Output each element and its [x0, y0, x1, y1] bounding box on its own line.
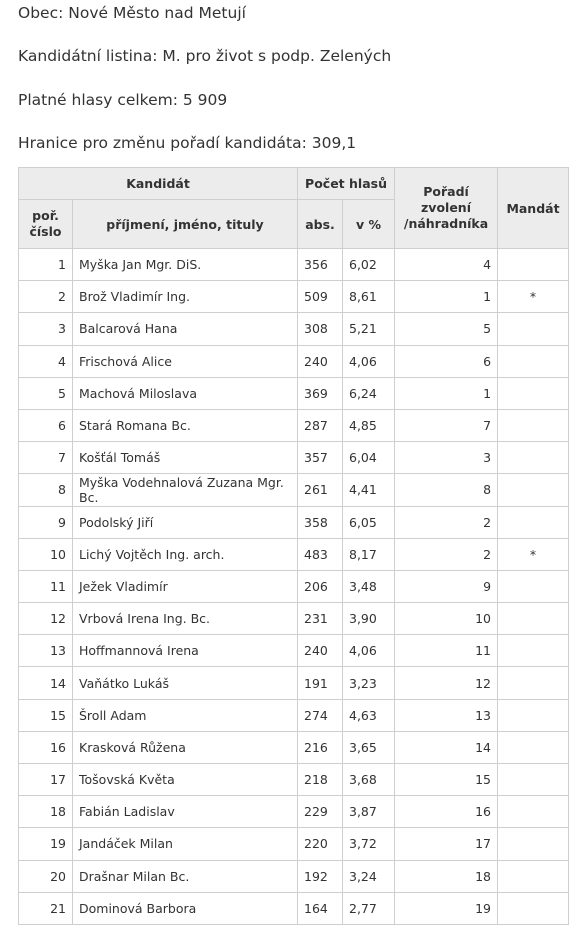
cell-mandat	[498, 796, 569, 828]
cell-mandat	[498, 345, 569, 377]
cell-procenta: 6,05	[343, 506, 395, 538]
table-row	[19, 764, 569, 796]
cell-mandat	[498, 892, 569, 924]
cell-poradi: 2	[395, 538, 498, 570]
table-row	[19, 538, 569, 570]
header-abs: abs.	[298, 200, 343, 249]
cell-cislo: 19	[19, 828, 73, 860]
cell-mandat	[498, 860, 569, 892]
cell-abs: 192	[298, 860, 343, 892]
table-row	[19, 345, 569, 377]
cell-poradi: 12	[395, 667, 498, 699]
cell-jmeno: Podolský Jiří	[73, 506, 298, 538]
table-row	[19, 570, 569, 602]
table-row	[19, 474, 569, 506]
cell-cislo: 1	[19, 249, 73, 281]
cell-poradi: 19	[395, 892, 498, 924]
cell-jmeno: Lichý Vojtěch Ing. arch.	[73, 538, 298, 570]
table-row	[19, 731, 569, 763]
cell-cislo: 7	[19, 442, 73, 474]
cell-poradi: 2	[395, 506, 498, 538]
cell-jmeno: Ježek Vladimír	[73, 570, 298, 602]
cell-jmeno: Myška Jan Mgr. DiS.	[73, 249, 298, 281]
cell-cislo: 8	[19, 474, 73, 506]
cell-poradi: 3	[395, 442, 498, 474]
table-row	[19, 892, 569, 924]
cell-abs: 358	[298, 506, 343, 538]
municipality-line: Obec: Nové Město nad Metují	[18, 4, 246, 22]
cell-jmeno: Krasková Růžena	[73, 731, 298, 763]
header-mandat: Mandát	[498, 168, 569, 249]
cell-cislo: 13	[19, 635, 73, 667]
cell-abs: 206	[298, 570, 343, 602]
cell-poradi: 6	[395, 345, 498, 377]
cell-jmeno: Fabián Ladislav	[73, 796, 298, 828]
table-row	[19, 635, 569, 667]
cell-mandat	[498, 699, 569, 731]
cell-procenta: 8,61	[343, 281, 395, 313]
cell-cislo: 6	[19, 409, 73, 441]
table-row	[19, 313, 569, 345]
cell-cislo: 20	[19, 860, 73, 892]
cell-abs: 369	[298, 377, 343, 409]
cell-cislo: 17	[19, 764, 73, 796]
cell-abs: 216	[298, 731, 343, 763]
cell-procenta: 4,41	[343, 474, 395, 506]
cell-procenta: 3,68	[343, 764, 395, 796]
cell-jmeno: Frischová Alice	[73, 345, 298, 377]
cell-abs: 274	[298, 699, 343, 731]
cell-abs: 356	[298, 249, 343, 281]
cell-abs: 483	[298, 538, 343, 570]
cell-jmeno: Vrbová Irena Ing. Bc.	[73, 603, 298, 635]
cell-jmeno: Drašnar Milan Bc.	[73, 860, 298, 892]
cell-abs: 240	[298, 345, 343, 377]
cell-jmeno: Balcarová Hana	[73, 313, 298, 345]
cell-cislo: 2	[19, 281, 73, 313]
cell-cislo: 14	[19, 667, 73, 699]
table-row	[19, 603, 569, 635]
cell-mandat	[498, 506, 569, 538]
cell-procenta: 6,24	[343, 377, 395, 409]
cell-jmeno: Hoffmannová Irena	[73, 635, 298, 667]
cell-procenta: 2,77	[343, 892, 395, 924]
cell-poradi: 8	[395, 474, 498, 506]
table-row	[19, 506, 569, 538]
cell-poradi: 4	[395, 249, 498, 281]
cell-procenta: 6,02	[343, 249, 395, 281]
table-row	[19, 796, 569, 828]
cell-poradi: 18	[395, 860, 498, 892]
cell-mandat: *	[498, 281, 569, 313]
table-row	[19, 281, 569, 313]
cell-cislo: 5	[19, 377, 73, 409]
cell-poradi: 11	[395, 635, 498, 667]
cell-procenta: 3,90	[343, 603, 395, 635]
table-row	[19, 249, 569, 281]
cell-abs: 164	[298, 892, 343, 924]
cell-abs: 261	[298, 474, 343, 506]
header-kandidat: Kandidát	[19, 168, 298, 200]
cell-abs: 240	[298, 635, 343, 667]
cell-cislo: 18	[19, 796, 73, 828]
cell-jmeno: Vaňátko Lukáš	[73, 667, 298, 699]
cell-mandat	[498, 442, 569, 474]
header-poradi-line3: /náhradníka	[403, 216, 489, 231]
cell-poradi: 5	[395, 313, 498, 345]
cell-abs: 287	[298, 409, 343, 441]
header-prijmeni: příjmení, jméno, tituly	[73, 200, 298, 249]
cell-procenta: 5,21	[343, 313, 395, 345]
cell-procenta: 4,85	[343, 409, 395, 441]
header-poradi-line2: zvolení	[421, 200, 471, 215]
cell-abs: 231	[298, 603, 343, 635]
cell-abs: 218	[298, 764, 343, 796]
cell-cislo: 9	[19, 506, 73, 538]
cell-jmeno: Tošovská Květa	[73, 764, 298, 796]
header-poradi-line1: Pořadí	[423, 184, 469, 199]
cell-mandat	[498, 474, 569, 506]
cell-poradi: 13	[395, 699, 498, 731]
cell-jmeno: Machová Miloslava	[73, 377, 298, 409]
cell-poradi: 10	[395, 603, 498, 635]
cell-jmeno: Dominová Barbora	[73, 892, 298, 924]
cell-jmeno: Jandáček Milan	[73, 828, 298, 860]
cell-mandat	[498, 731, 569, 763]
table-header-row	[19, 168, 569, 200]
candidate-list-line: Kandidátní listina: M. pro život s podp. Zelených	[18, 47, 392, 65]
cell-procenta: 8,17	[343, 538, 395, 570]
cell-procenta: 3,24	[343, 860, 395, 892]
candidates-table	[18, 167, 569, 925]
header-v-procentech: v %	[343, 200, 395, 249]
valid-votes-line: Platné hlasy celkem: 5 909	[18, 91, 228, 109]
cell-procenta: 3,23	[343, 667, 395, 699]
threshold-line: Hranice pro změnu pořadí kandidáta: 309,1	[18, 134, 357, 152]
cell-abs: 308	[298, 313, 343, 345]
cell-mandat	[498, 249, 569, 281]
cell-procenta: 4,06	[343, 635, 395, 667]
cell-jmeno: Myška Vodehnalová Zuzana Mgr. Bc.	[73, 474, 298, 506]
cell-cislo: 21	[19, 892, 73, 924]
cell-poradi: 14	[395, 731, 498, 763]
cell-poradi: 15	[395, 764, 498, 796]
table-body	[19, 249, 569, 925]
cell-cislo: 3	[19, 313, 73, 345]
cell-mandat	[498, 764, 569, 796]
cell-jmeno: Stará Romana Bc.	[73, 409, 298, 441]
cell-poradi: 16	[395, 796, 498, 828]
table-row	[19, 442, 569, 474]
cell-poradi: 7	[395, 409, 498, 441]
cell-procenta: 6,04	[343, 442, 395, 474]
table-row	[19, 828, 569, 860]
header-pocet-hlasu: Počet hlasů	[298, 168, 395, 200]
cell-jmeno: Brož Vladimír Ing.	[73, 281, 298, 313]
cell-jmeno: Šroll Adam	[73, 699, 298, 731]
cell-procenta: 3,65	[343, 731, 395, 763]
cell-mandat	[498, 377, 569, 409]
cell-abs: 220	[298, 828, 343, 860]
table-row	[19, 860, 569, 892]
header-poradove-cislo	[19, 200, 73, 249]
cell-mandat	[498, 570, 569, 602]
header-por-line2: číslo	[29, 224, 62, 239]
cell-procenta: 4,06	[343, 345, 395, 377]
cell-mandat	[498, 313, 569, 345]
cell-jmeno: Košťál Tomáš	[73, 442, 298, 474]
cell-abs: 357	[298, 442, 343, 474]
cell-procenta: 3,72	[343, 828, 395, 860]
cell-poradi: 1	[395, 281, 498, 313]
header-poradi	[395, 168, 498, 249]
cell-abs: 509	[298, 281, 343, 313]
cell-cislo: 10	[19, 538, 73, 570]
cell-mandat	[498, 409, 569, 441]
cell-cislo: 4	[19, 345, 73, 377]
cell-cislo: 15	[19, 699, 73, 731]
cell-cislo: 12	[19, 603, 73, 635]
cell-procenta: 3,48	[343, 570, 395, 602]
cell-cislo: 11	[19, 570, 73, 602]
table-row	[19, 377, 569, 409]
cell-mandat: *	[498, 538, 569, 570]
cell-abs: 229	[298, 796, 343, 828]
cell-poradi: 9	[395, 570, 498, 602]
cell-abs: 191	[298, 667, 343, 699]
cell-procenta: 3,87	[343, 796, 395, 828]
cell-poradi: 1	[395, 377, 498, 409]
table-row	[19, 409, 569, 441]
cell-cislo: 16	[19, 731, 73, 763]
cell-poradi: 17	[395, 828, 498, 860]
cell-mandat	[498, 603, 569, 635]
cell-mandat	[498, 828, 569, 860]
table-row	[19, 667, 569, 699]
header-por-line1: poř.	[32, 208, 59, 223]
table-row	[19, 699, 569, 731]
cell-mandat	[498, 635, 569, 667]
cell-mandat	[498, 667, 569, 699]
cell-procenta: 4,63	[343, 699, 395, 731]
